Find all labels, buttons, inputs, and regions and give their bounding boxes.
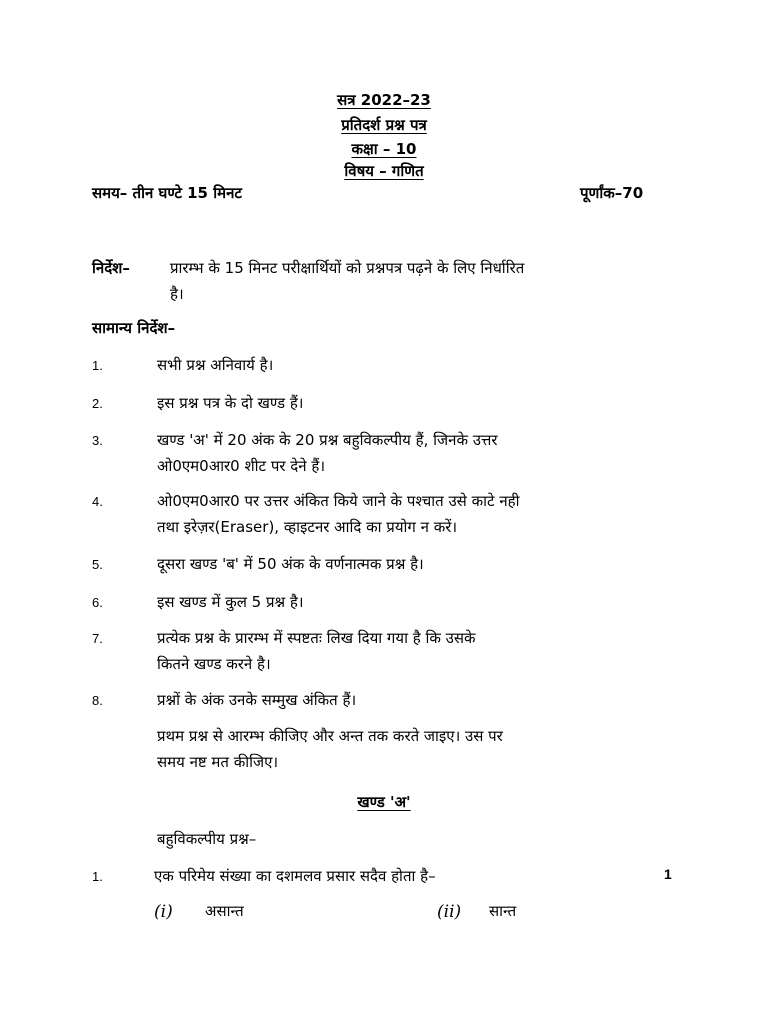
item-text-line-1: ओ0एम0आर0 पर उत्तर अंकित किये जाने के पश्चात उसे काटे नही <box>157 492 520 510</box>
closing-note-line-2: समय नष्ट मत कीजिए। <box>157 753 279 771</box>
item-text-line-2: ओ0एम0आर0 शीट पर देने हैं। <box>157 457 326 475</box>
option-2-number: (ii) <box>437 902 462 922</box>
general-instructions-title: सामान्य निर्देश– <box>92 319 176 337</box>
item-number: 8. <box>92 693 103 708</box>
item-number: 2. <box>92 396 103 411</box>
instruction-line-1: प्रारम्भ के 15 मिनट परीक्षार्थियों को प्रश्नपत्र पढ़ने के लिए निर्धारित <box>170 259 525 277</box>
section-subtitle: बहुविकल्पीय प्रश्न– <box>157 830 257 848</box>
time-allowed: समय– तीन घण्टे 15 मिनट <box>92 184 242 202</box>
item-number: 3. <box>92 433 103 448</box>
question-text: एक परिमेय संख्या का दशमलव प्रसार सदैव होता है– <box>154 867 436 885</box>
item-text-line-1: खण्ड 'अ' में 20 अंक के 20 प्रश्न बहुविकल्पीय हैं, जिनके उत्तर <box>157 431 498 449</box>
subject-heading: विषय – गणित <box>344 162 424 180</box>
session-heading: सत्र 2022–23 <box>337 91 431 109</box>
item-text: प्रश्नों के अंक उनके सम्मुख अंकित हैं। <box>157 691 357 709</box>
item-text-line-2: तथा इरेज़र(Eraser), व्हाइटनर आदि का प्रयोग न करें। <box>157 518 458 536</box>
option-2-text: सान्त <box>489 902 517 920</box>
item-text: इस प्रश्न पत्र के दो खण्ड हैं। <box>157 394 304 412</box>
item-number: 7. <box>92 631 103 646</box>
instruction-label: निर्देश– <box>92 259 130 277</box>
instruction-line-2: है। <box>170 285 184 303</box>
item-text: सभी प्रश्न अनिवार्य है। <box>157 356 274 374</box>
paper-type-heading: प्रतिदर्श प्रश्न पत्र <box>341 116 427 134</box>
option-1-text: असान्त <box>205 902 244 920</box>
item-text: दूसरा खण्ड 'ब' में 50 अंक के वर्णनात्मक प्रश्न है। <box>157 555 424 573</box>
item-number: 4. <box>92 494 103 509</box>
item-number: 1. <box>92 358 103 373</box>
max-marks: पूर्णांक–70 <box>580 184 644 202</box>
class-heading: कक्षा – 10 <box>351 140 417 158</box>
closing-note-line-1: प्रथम प्रश्न से आरम्भ कीजिए और अन्त तक करते जाइए। उस पर <box>157 727 503 745</box>
item-text-line-2: कितने खण्ड करने है। <box>157 655 271 673</box>
item-number: 5. <box>92 557 103 572</box>
question-marks: 1 <box>664 866 672 882</box>
section-title: खण्ड 'अ' <box>357 793 411 811</box>
option-1-number: (i) <box>154 902 173 922</box>
question-number: 1. <box>92 869 103 884</box>
item-text-line-1: प्रत्येक प्रश्न के प्रारम्भ में स्पष्टतः लिख दिया गया है कि उसके <box>157 629 476 647</box>
item-text: इस खण्ड में कुल 5 प्रश्न है। <box>157 593 304 611</box>
item-number: 6. <box>92 595 103 610</box>
